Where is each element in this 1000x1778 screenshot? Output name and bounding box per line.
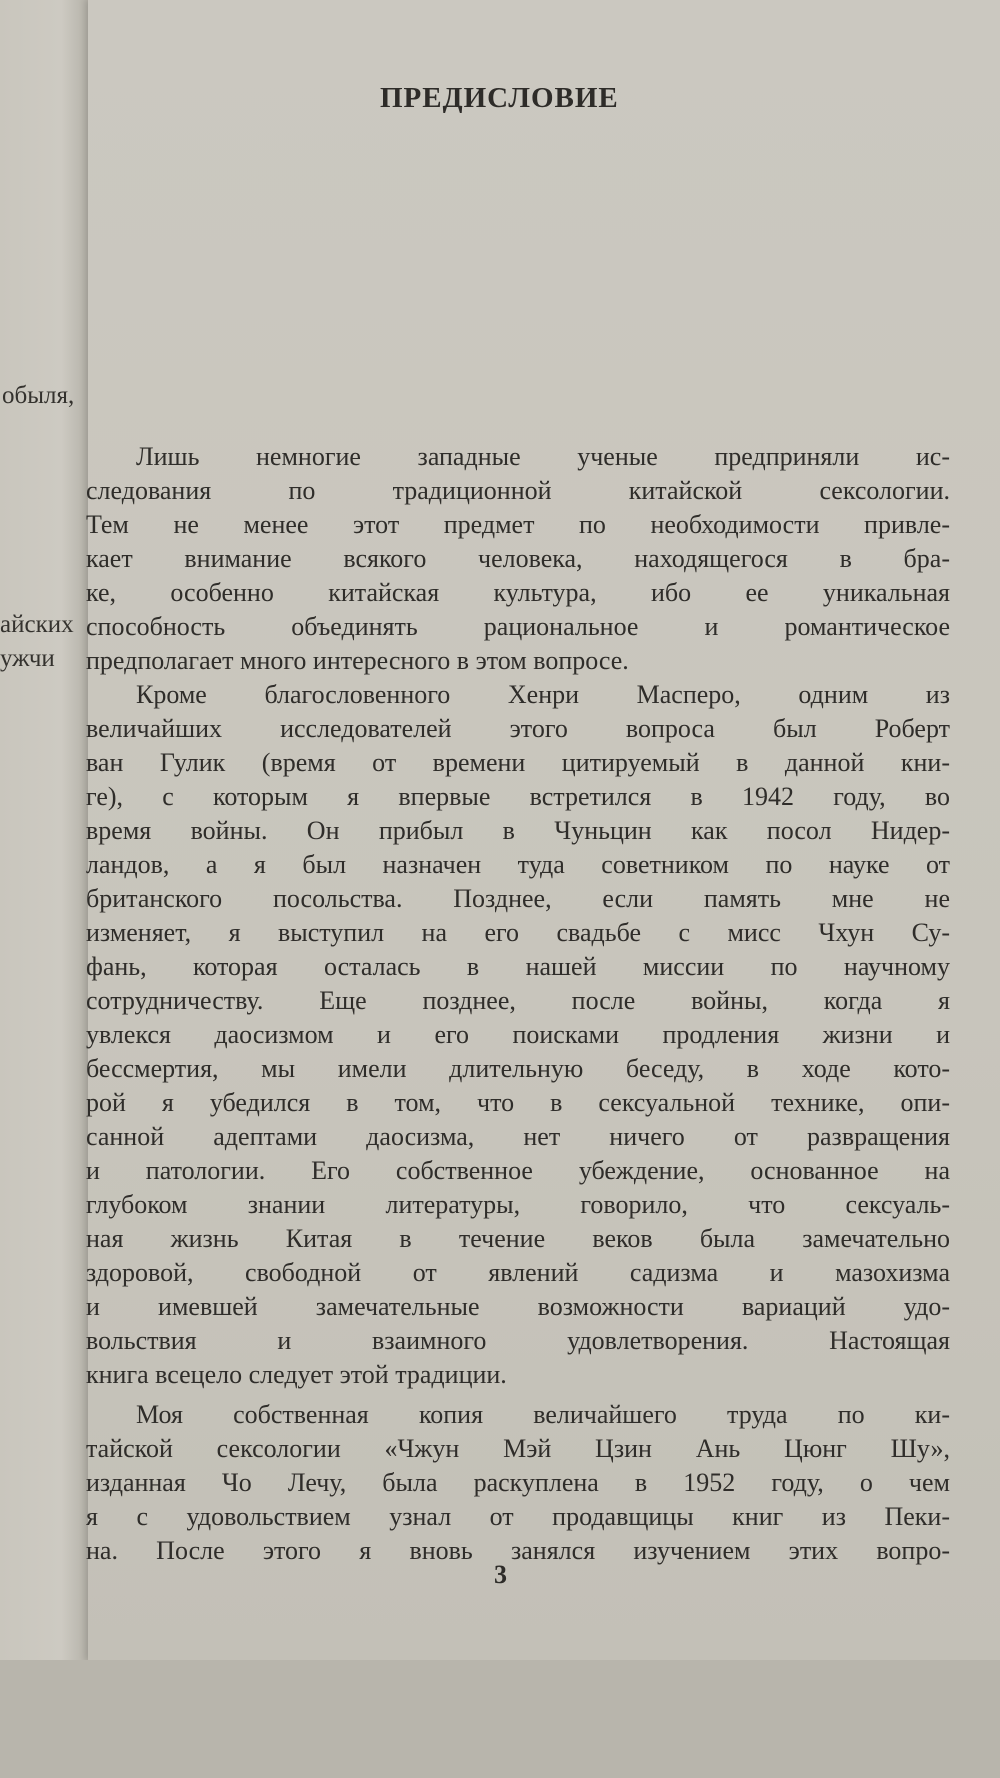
text-line: здоровой, свободной от явлений садизма и мазохизма xyxy=(86,1258,950,1287)
text-line: глубоком знании литературы, говорило, что сексуаль- xyxy=(86,1190,950,1219)
text-line: я с удовольствием узнал от продавщицы книг из Пеки- xyxy=(86,1502,950,1531)
text-line: сотрудничеству. Еще позднее, после войны, когда я xyxy=(86,986,950,1015)
text-line: способность объединять рациональное и романтическое xyxy=(86,612,950,641)
page-number: 3 xyxy=(494,1560,507,1589)
text-line: британского посольства. Позднее, если память мне не xyxy=(86,884,950,913)
text-line: и имевшей замечательные возможности вариаций удо- xyxy=(86,1292,950,1321)
margin-fragment-2: айских xyxy=(0,611,74,638)
text-line: ландов, а я был назначен туда советником по науке от xyxy=(86,850,950,879)
text-line: на. После этого я вновь занялся изучением этих вопро- xyxy=(86,1536,950,1565)
text-line: Кроме благословенного Хенри Масперо, одним из xyxy=(136,680,950,709)
margin-fragment-3: ужчи xyxy=(0,645,55,672)
text-line: рой я убедился в том, что в сексуальной технике, опи- xyxy=(86,1088,950,1117)
text-line: предполагает много интересного в этом вопросе. xyxy=(86,646,629,675)
text-line: следования по традиционной китайской сексологии. xyxy=(86,476,950,505)
text-line: Тем не менее этот предмет по необходимости привле- xyxy=(86,510,950,539)
text-line: вольствия и взаимного удовлетворения. Настоящая xyxy=(86,1326,950,1355)
text-line: величайших исследователей этого вопроса был Роберт xyxy=(86,714,950,743)
text-line: книга всецело следует этой традиции. xyxy=(86,1360,507,1389)
text-line: увлекся даосизмом и его поисками продления жизни и xyxy=(86,1020,950,1049)
text-line: Лишь немногие западные ученые предприняли ис- xyxy=(136,442,950,471)
text-line: ге), с которым я впервые встретился в 1942 году, во xyxy=(86,782,950,811)
margin-fragment-1: обыля, xyxy=(2,382,75,409)
text-line: изменяет, я выступил на его свадьбе с мисс Чхун Су- xyxy=(86,918,950,947)
adjacent-page-edge xyxy=(0,0,88,1778)
text-line: тайской сексологии «Чжун Мэй Цзин Ань Цюнг Шу», xyxy=(86,1434,950,1463)
text-line: ке, особенно китайская культура, ибо ее уникальная xyxy=(86,578,950,607)
text-line: время войны. Он прибыл в Чуньцин как посол Нидер- xyxy=(86,816,950,845)
page-bottom-shadow xyxy=(0,1660,1000,1778)
text-line: фань, которая осталась в нашей миссии по научному xyxy=(86,952,950,981)
text-line: Моя собственная копия величайшего труда по ки- xyxy=(136,1400,950,1429)
text-line: ная жизнь Китая в течение веков была замечательно xyxy=(86,1224,950,1253)
text-line: бессмертия, мы имели длительную беседу, в ходе кото- xyxy=(86,1054,950,1083)
text-line: ван Гулик (время от времени цитируемый в данной кни- xyxy=(86,748,950,777)
text-line: и патологии. Его собственное убеждение, основанное на xyxy=(86,1156,950,1185)
text-line: кает внимание всякого человека, находящегося в бра- xyxy=(86,544,950,573)
text-line: санной адептами даосизма, нет ничего от развращения xyxy=(86,1122,950,1151)
page-title: ПРЕДИСЛОВИЕ xyxy=(380,82,619,114)
text-line: изданная Чо Лечу, была раскуплена в 1952 году, о чем xyxy=(86,1468,950,1497)
